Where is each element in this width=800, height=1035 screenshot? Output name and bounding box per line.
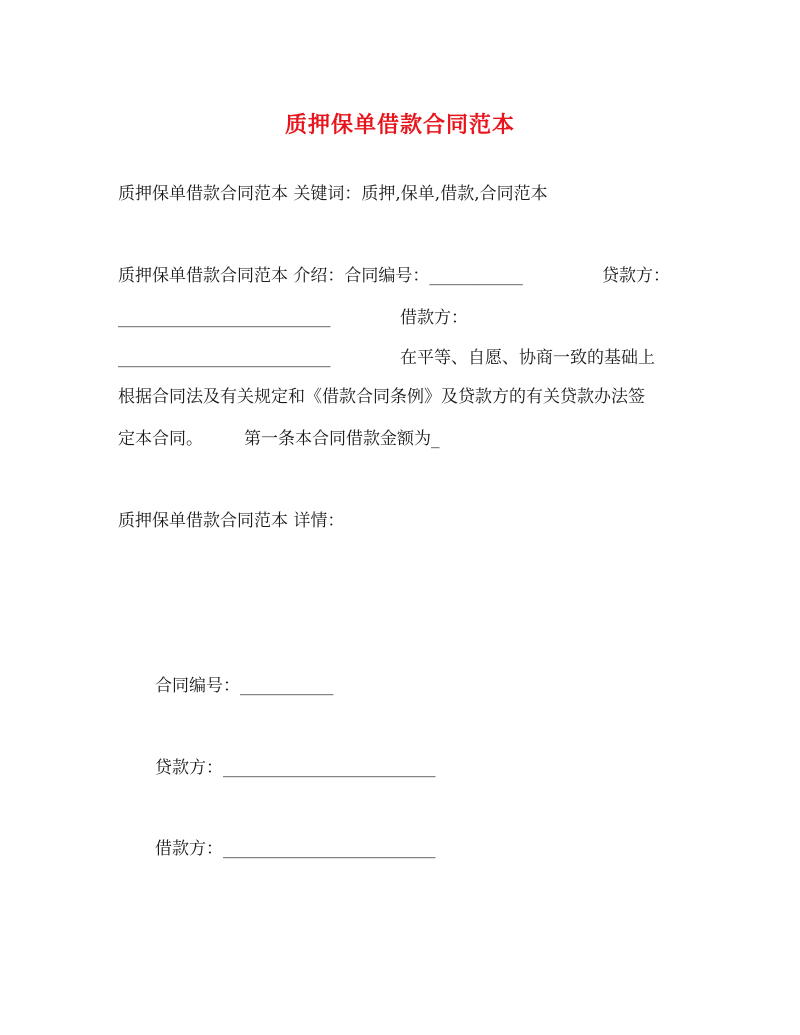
intro-lender-blank: _________________________ — [118, 308, 331, 328]
field-lender: 贷款方：_________________________ — [155, 758, 436, 778]
intro-sign-text: 定本合同。 — [118, 429, 203, 449]
field-borrower: 借款方：_________________________ — [155, 839, 436, 859]
intro-lender-label: 贷款方： — [602, 266, 670, 286]
details-heading: 质押保单借款合同范本 详情： — [118, 511, 345, 531]
intro-borrower-blank: _________________________ — [118, 348, 331, 368]
intro-borrower-label: 借款方： — [400, 308, 468, 328]
field-contract-number: 合同编号：___________ — [155, 676, 334, 696]
document-title: 质押保单借款合同范本 — [284, 112, 515, 138]
intro-article-one: 第一条本合同借款金额为_ — [244, 429, 440, 449]
keywords-line: 质押保单借款合同范本 关键词：质押,保单,借款,合同范本 — [118, 184, 548, 204]
intro-contract-number: 质押保单借款合同范本 介绍：合同编号：___________ — [118, 266, 523, 286]
intro-legal-basis: 根据合同法及有关规定和《借款合同条例》及贷款方的有关贷款办法签 — [118, 387, 645, 407]
intro-principle-text: 在平等、自愿、协商一致的基础上 — [400, 348, 655, 368]
